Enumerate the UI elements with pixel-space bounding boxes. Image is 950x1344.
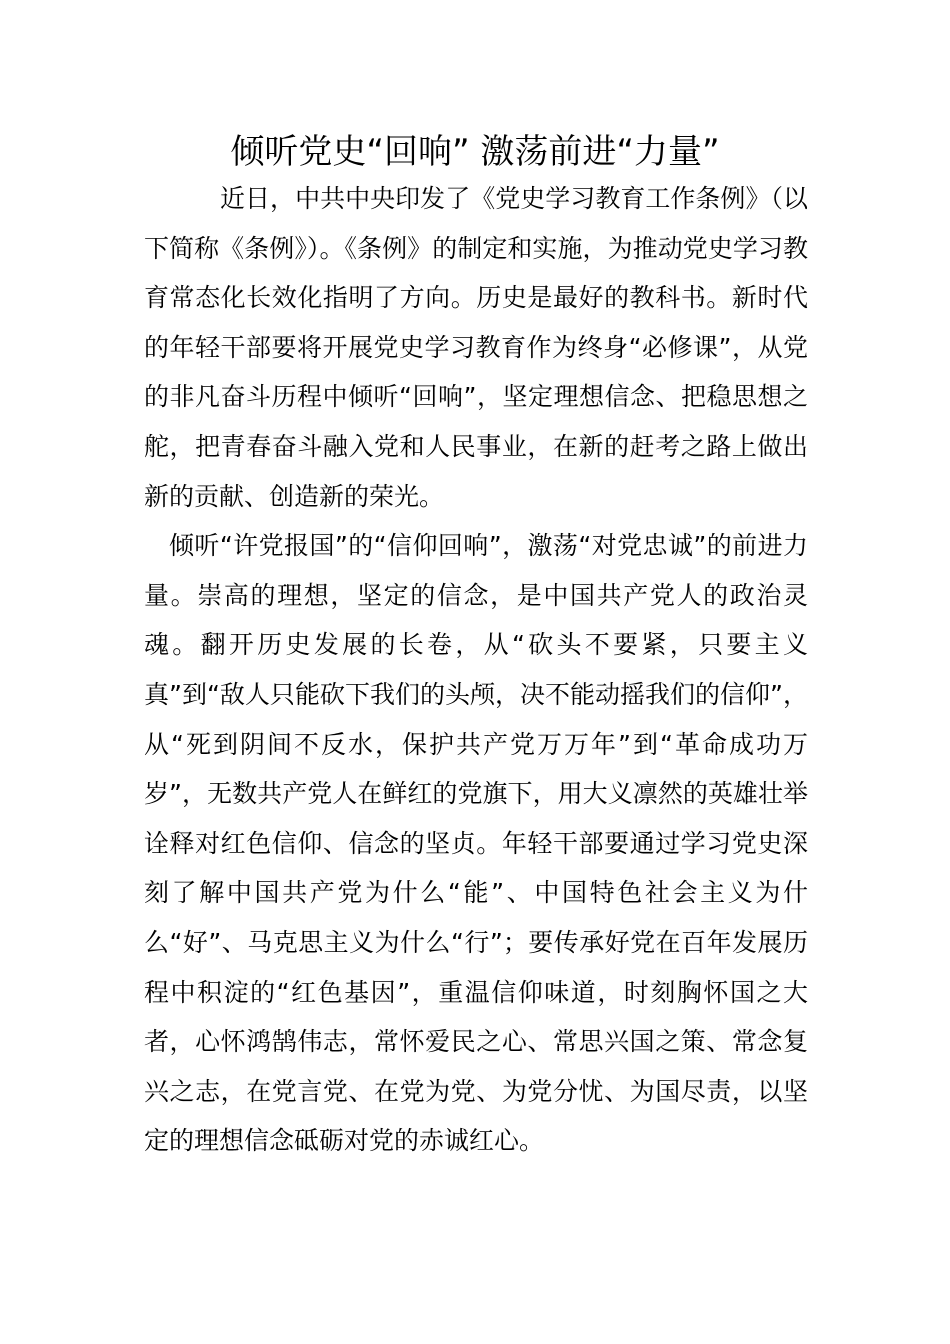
document-body [144,174,808,1166]
document-title: 倾听党史“回响” 激荡前进“力量” [230,132,720,172]
paragraph-2: 倾听“许党报国”的“信仰回响”，激荡“对党忠诚”的前进力量。崇高的理想，坚定的信念，是中国共产党人的政治灵魂。翻开历史发展的长卷，从“砍头不要紧，只要主义真”到“敌人只能砍下我们的头颅，决不能动摇我们的信仰”，从“死到阴间不反水，保护共产党万万年”到“革命成功万岁”，无数共产党人在鲜红的党旗下，用大义凛然的英雄壮举诠释对红色信仰、信念的坚贞。年轻干部要通过学习党史深刻了解中国共产党为什么“能”、中国特色社会主义为什么“好”、马克思主义为什么“行”；要传承好党在百年发展历程中积淀的“红色基因”，重温信仰味道，时刻胸怀国之大者，心怀鸿鹄伟志，常怀爱民之心、常思兴国之策、常念复兴之志，在党言党、在党为党、为党分忧、为国尽责，以坚定的理想信念砥砺对党的赤诚红心。 [144,531,808,1156]
paragraph-1: 近日，中共中央印发了《党史学习教育工作条例》（以下简称《条例》）。《条例》的制定和实施，为推动党史学习教育常态化长效化指明了方向。历史是最好的教科书。新时代的年轻干部要将开展党史学习教育作为终身“必修课”，从党的非凡奋斗历程中倾听“回响”，坚定理想信念、把稳思想之舵，把青春奋斗融入党和人民事业，在新的赶考之路上做出新的贡献、创造新的荣光。 [144,184,808,511]
